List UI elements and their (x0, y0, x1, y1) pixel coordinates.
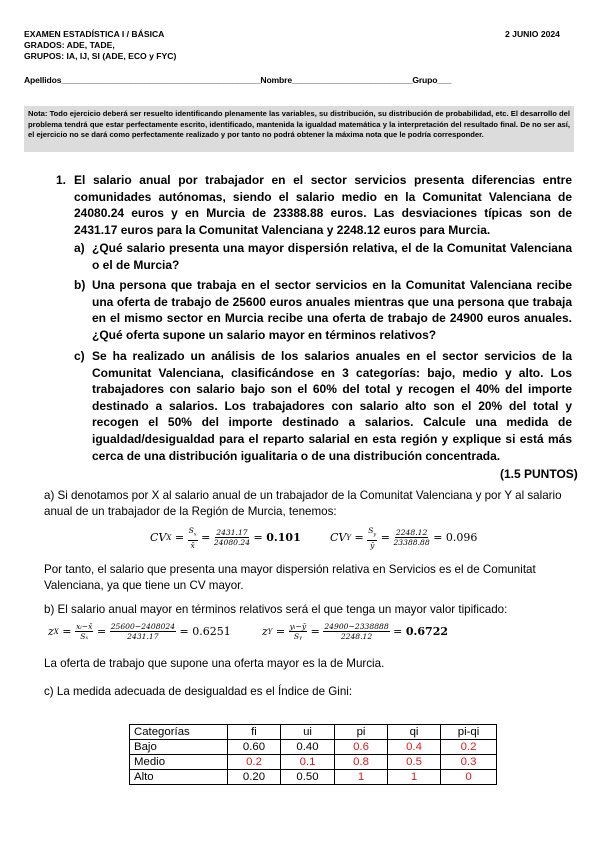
gini-cell: 0.8 (335, 755, 388, 770)
gini-header-cell: fi (228, 725, 281, 740)
solution-b-conclusion: La oferta de trabajo que supone una oferta mayor es la de Murcia. (44, 657, 385, 670)
grados-line: GRADOS: ADE, TADE, (24, 40, 115, 50)
gini-cell: 0.6 (335, 740, 388, 755)
part-b-label: b) (74, 278, 86, 292)
solution-a-intro: a) Si denotamos por X al salario anual de un trabajador de la Comunitat Valenciana y por Y al salario anual de un trabajador de la Región de Murcia, tenemos: (44, 489, 562, 518)
gini-cell: 0.2 (228, 755, 281, 770)
z-x-result: 0.6251 (192, 625, 231, 638)
part-b-text: Una persona que trabaja en el sector servicios en la Comunitat Valenciana recibe una oferta de trabajo de 25600 euros anuales mientras que una persona que trabaja en el mismo sector en Murcia recibe una oferta de trabajo de 24900 euros anuales. ¿Qué oferta supone un salario mayor en términos relativos? (92, 278, 572, 342)
gini-table (129, 724, 497, 785)
gini-header-cell: pi (335, 725, 388, 740)
gini-header-cell: ui (281, 725, 335, 740)
gini-cell: 0.1 (281, 755, 335, 770)
question-statement: El salario anual por trabajador en el sector servicios presenta diferencias entre comunidades autónomas, siendo el salario medio en la Comunitat Valenciana de 24080.24 euros y en Murcia de 23388.88 euros. Las desviaciones típicas son de 2431.17 euros para la Comunitat Valenciana y 2248.12 euros para Murcia. (74, 173, 572, 237)
gini-cell: 0.40 (281, 740, 335, 755)
gini-header-cell: qi (388, 725, 441, 740)
gini-cell: 0 (441, 770, 497, 785)
gini-table-row (130, 755, 497, 770)
gini-cell: 0.60 (228, 740, 281, 755)
part-c-label: c) (74, 349, 85, 363)
student-info-line: Apellidos___________________________________________Nombre__________________________Grupo___ (24, 75, 452, 85)
gini-cell: 1 (335, 770, 388, 785)
gini-cell: 0.5 (388, 755, 441, 770)
gini-table-row (130, 740, 497, 755)
part-a-label: a) (74, 241, 85, 255)
exam-date: 2 JUNIO 2024 (505, 29, 560, 39)
question-points: (1.5 PUNTOS) (500, 467, 578, 481)
z-y-result: 0.6722 (405, 625, 449, 638)
cv-y-result: 0.096 (445, 531, 478, 545)
gini-cell: Medio (130, 755, 228, 770)
solution-c-intro: c) La medida adecuada de desigualdad es el Índice de Gini: (44, 685, 353, 698)
gini-table-header-row (130, 725, 497, 740)
exam-title: EXAMEN ESTADÍSTICA I / BÁSICA (24, 29, 165, 39)
gini-cell: Alto (130, 770, 228, 785)
gini-cell: Bajo (130, 740, 228, 755)
gini-cell: 0.2 (441, 740, 497, 755)
solution-b-intro: b) El salario anual mayor en términos relativos será el que tenga un mayor valor tipificado: (44, 603, 508, 616)
gini-table-wrapper (129, 724, 497, 785)
gini-header-cell: pi-qi (441, 725, 497, 740)
gini-cell: 0.20 (228, 770, 281, 785)
part-c-text: Se ha realizado un análisis de los salarios anuales en el sector servicios de la Comunitat Valenciana, clasificándose en 3 categorías: bajo, medio y alto. Los trabajadores con salario bajo son el 60% del total y recogen el 40% del importe destinado a salarios. Los trabajadores con salario alto son el 20% del total y recogen el 50% del importe destinado a salarios. Calcule una medida de igualdad/desigualdad para el reparto salarial en esta región y explique si está más cerca de una distribución igualitaria o de una distribución concentrada. (92, 349, 572, 463)
gini-cell: 0.50 (281, 770, 335, 785)
cv-x-result: 0.101 (266, 531, 301, 545)
question-number: 1. (56, 173, 67, 187)
z-y-formula: z Y = $\frac{\text{yᵢ−ȳ}}{\text{Sᵧ}}$ = $\frac{24900-2338888}{2248.12}$ = 0.6722 (262, 622, 449, 641)
gini-cell: 0.4 (388, 740, 441, 755)
z-x-formula: z X = $\frac{\text{xᵢ−x̄}}{\text{Sₓ}}$ = $\frac{25600-2408024}{2431.17}$ = 0.6251 (48, 622, 231, 641)
solution-a-conclusion: Por tanto, el salario que presenta una mayor dispersión relativa en Servicios es el de Comunitat Valenciana, ya que tiene un CV mayor. (44, 563, 536, 592)
cv-y-formula: CV Y = $\frac{S_y}{ȳ}$ = $\frac{2248.12}{23388.88}$ = 0.096 (330, 526, 478, 550)
cv-x-formula: CV X = $\frac{S_x}{x̄}$ = $\frac{2431.17}{24080.24}$ = 0.101 (150, 526, 301, 550)
gini-table-row (130, 770, 497, 785)
part-a-text: ¿Qué salario presenta una mayor dispersión relativa, el de la Comunitat Valenciana o el de Murcia? (92, 241, 572, 272)
grupos-line: GRUPOS: IA, IJ, SI (ADE, ECO y FYC) (24, 51, 177, 61)
gini-cell: 0.3 (441, 755, 497, 770)
gini-cell: 1 (388, 770, 441, 785)
gini-header-cell: Categorías (130, 725, 228, 740)
instructions-note: Nota: Todo ejercicio deberá ser resuelto identificando plenamente las variables, su distribución, su distribución de probabilidad, etc. El desarrollo del problema tendrá que estar perfectamente escrito, identificado, mantenida la igualdad matemática y la interpretación del resultado final. De no ser así, el ejercicio no se dará como perfectamente realizado y por tanto no podrá obtener la máxima nota que le podría corresponder. (24, 106, 574, 152)
